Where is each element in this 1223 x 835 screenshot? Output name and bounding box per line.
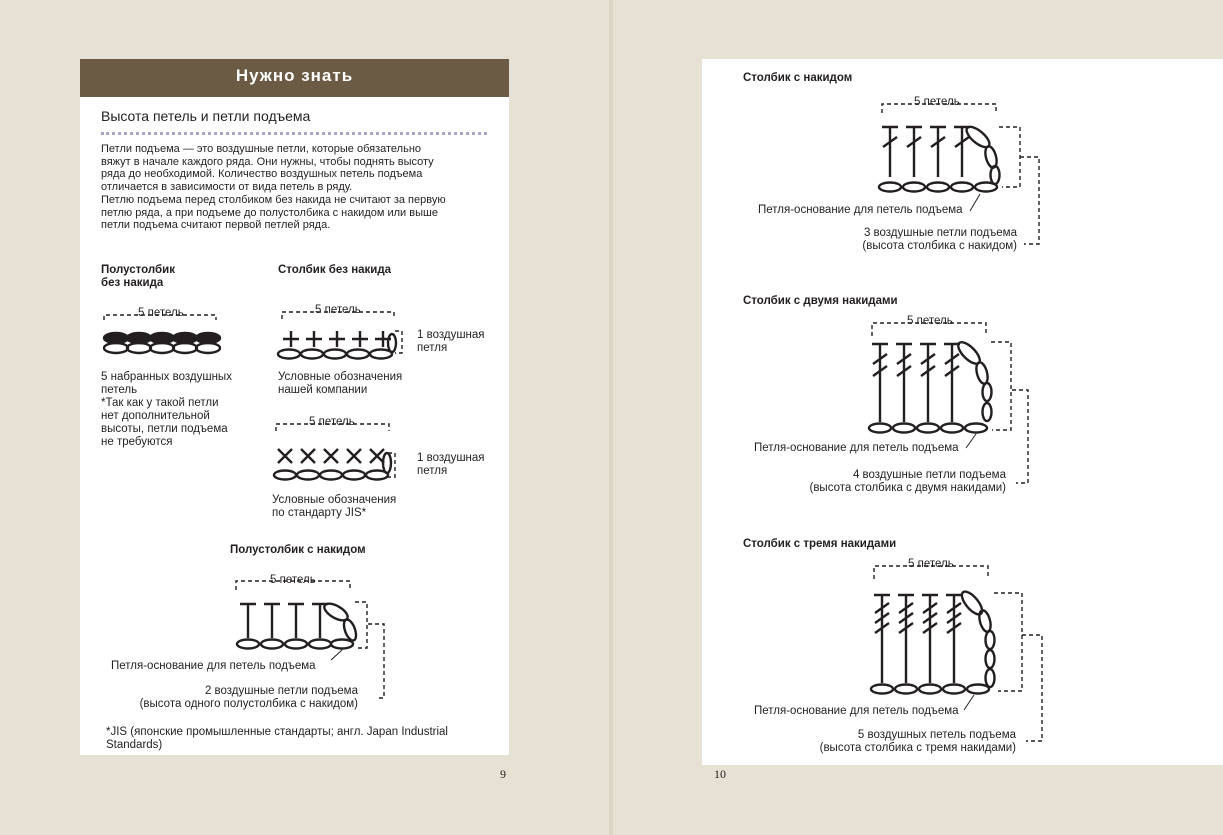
sc-count-1: 5 петель xyxy=(315,304,361,316)
tr-count: 5 петель xyxy=(907,315,953,327)
hdc-diagram xyxy=(230,578,390,700)
footnote: *JIS (японские промышленные стандарты; англ. Japan Industrial Standards) xyxy=(106,726,448,751)
half-filled-row xyxy=(104,333,220,343)
half-chain-row xyxy=(104,343,220,353)
dtr-title: Столбик с тремя накидами xyxy=(743,538,897,550)
sc-count-2: 5 петель xyxy=(309,416,355,428)
sc-note-2: 1 воздушная петля xyxy=(417,452,485,477)
dc-chain-row xyxy=(879,183,997,192)
plus-symbols xyxy=(283,331,391,347)
dc-stitches xyxy=(882,127,970,177)
hdc-title: Полустолбик с накидом xyxy=(230,544,366,556)
page-number-left: 9 xyxy=(500,767,506,781)
dc-title: Столбик с накидом xyxy=(743,72,853,84)
cross-symbols xyxy=(278,449,384,463)
dtr-turning-chain xyxy=(958,588,994,687)
sc-plus-diagram xyxy=(276,309,406,361)
dc-turning-chain xyxy=(963,123,999,184)
dc-base-label: Петля-основание для петель подъема xyxy=(758,204,963,216)
section-title: Высота петель и петли подъема xyxy=(101,108,311,124)
tr-chain-row xyxy=(869,424,987,433)
dtr-count: 5 петель xyxy=(908,558,954,570)
tr-turning-chain xyxy=(955,339,992,421)
book-gutter xyxy=(609,0,613,835)
dtr-stitches xyxy=(874,595,962,683)
hdc-note: 2 воздушные петли подъема (высота одного полустолбика с накидом) xyxy=(139,685,358,710)
half-caption: 5 набранных воздушных петель *Так как у такой петли нет дополнительной высоты, петли подъема не требуются xyxy=(101,371,232,448)
hdc-chain-row xyxy=(237,640,353,649)
sc-chain-row-2 xyxy=(274,471,388,480)
sc-cross-diagram xyxy=(271,421,406,481)
header-title: Нужно знать xyxy=(235,66,354,85)
tr-diagram xyxy=(866,320,1036,490)
tr-stitches xyxy=(872,344,960,422)
sc-caption-1: Условные обозначения нашей компании xyxy=(278,371,403,396)
hdc-turning-chain xyxy=(322,600,359,642)
intro-text: Петли подъема — это воздушные петли, которые обязательно вяжут в начале каждого ряда. Они нужны, чтобы поднять высоту ряда до необходимой. Количество воздушных петель подъема отличается в зависимости от вида петель в ряду. Петлю подъема перед столбиком без накида не считают за первую петлю ряда, а при подъеме до полустолбика с накидом или выше петли подъема считают первой петлей ряда. xyxy=(101,143,446,232)
sc-chain-row-1 xyxy=(278,350,392,359)
sc-caption-2: Условные обозначения по стандарту JIS* xyxy=(272,494,397,519)
dc-note: 3 воздушные петли подъема (высота столбика с накидом) xyxy=(862,227,1017,252)
hdc-base-label: Петля-основание для петель подъема xyxy=(111,660,316,672)
dtr-chain-row xyxy=(871,685,989,694)
dc-diagram xyxy=(874,101,1044,246)
hdc-stitches xyxy=(240,604,328,638)
dtr-base-label: Петля-основание для петель подъема xyxy=(754,705,959,717)
half-title: Полустолбик без накида xyxy=(101,264,175,289)
dc-count: 5 петель xyxy=(914,96,960,108)
sc-note-1: 1 воздушная петля xyxy=(417,329,485,354)
tr-note: 4 воздушные петли подъема (высота столбика с двумя накидами) xyxy=(809,469,1006,494)
page-number-right: 10 xyxy=(714,767,726,781)
dtr-note: 5 воздушных петель подъема (высота столбика с тремя накидами) xyxy=(819,729,1016,754)
half-stitch-diagram xyxy=(100,312,225,354)
tr-base-label: Петля-основание для петель подъема xyxy=(754,442,959,454)
sc-title: Столбик без накида xyxy=(278,264,392,276)
tr-title: Столбик с двумя накидами xyxy=(743,295,898,307)
hdc-count: 5 петель xyxy=(270,574,316,586)
dotted-rule xyxy=(101,132,487,135)
half-count: 5 петель xyxy=(138,307,184,319)
